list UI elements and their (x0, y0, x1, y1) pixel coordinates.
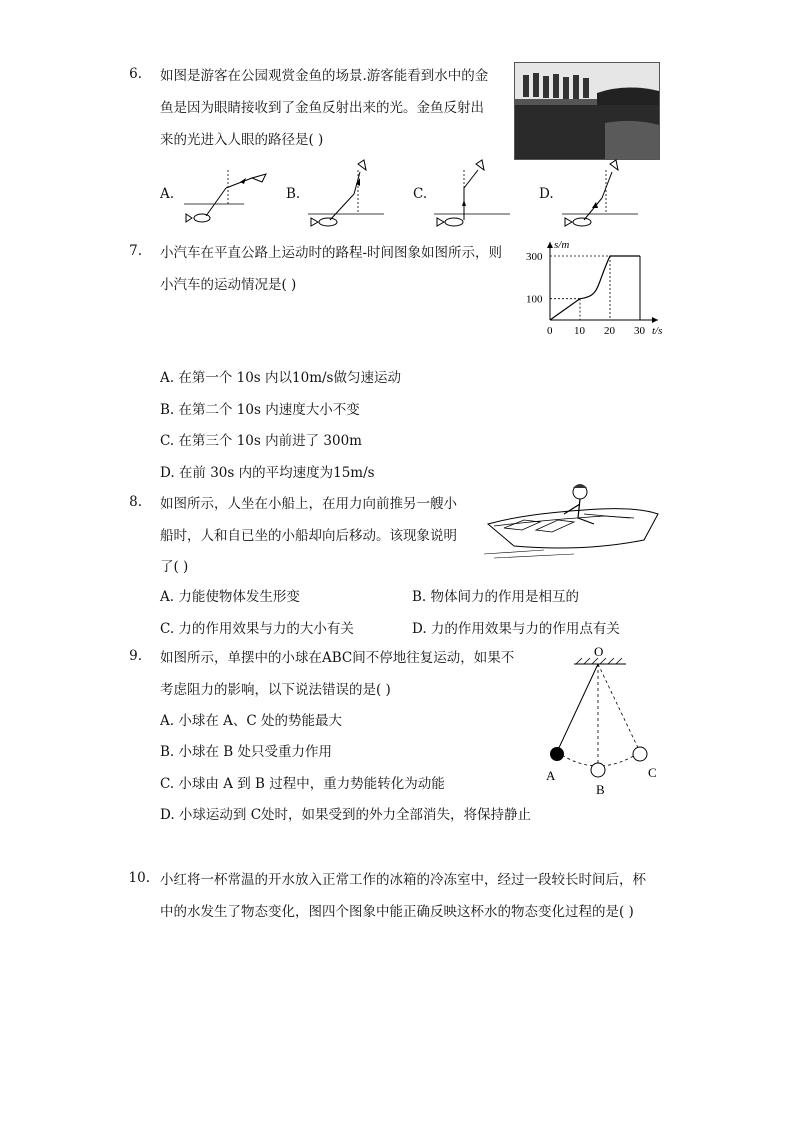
option-b-diagram (308, 158, 398, 230)
x-tick-label: 30 (634, 325, 645, 337)
question-text-line: 小红将一杯常温的开水放入正常工作的冰箱的冷冻室中，经过一段较长时间后，杯 (160, 872, 646, 888)
distance-time-chart (520, 236, 670, 336)
question-text-line: 来的光进入人眼的路径是( ) (160, 132, 324, 148)
y-axis-label: s/m (554, 239, 570, 251)
label-b: B (596, 782, 605, 797)
question-number: 7. (129, 243, 142, 259)
photo-scene (515, 63, 659, 159)
question-text-line: 船时，人和自已坐的小船却向后移动。该现象说明 (160, 528, 457, 544)
x-axis-arrow (652, 317, 658, 323)
option-a: A. 在第一个 10s 内以10m/s做匀速运动 (160, 370, 401, 386)
question-text-line: 如图所示，人坐在小船上，在用力向前推另一艘小 (160, 496, 457, 512)
question-text-line: 了( ) (160, 559, 189, 575)
question-text-line: 考虑阻力的影响，以下说法错误的是( ) (160, 682, 391, 698)
x-tick-label: 10 (574, 325, 585, 337)
label-o: O (594, 644, 604, 659)
option-d: D. 力的作用效果与力的作用点有关 (412, 621, 620, 637)
park-fish-photo (514, 62, 660, 160)
x-tick-label: 0 (547, 325, 553, 337)
option-d-diagram (562, 158, 652, 230)
boat-push-illustration (484, 484, 660, 560)
option-c: C. 在第三个 10s 内前进了 300m (160, 433, 362, 449)
x-axis-label: t/s (652, 325, 663, 337)
option-a-label: A. (160, 186, 175, 202)
option-b: B. 在第二个 10s 内速度大小不变 (160, 402, 360, 418)
option-b: B. 小球在 B 处只受重力作用 (160, 744, 333, 760)
option-b-label: B. (286, 186, 301, 202)
label-c: C (648, 765, 657, 780)
question-text-line: 鱼是因为眼睛接收到了金鱼反射出来的光。金鱼反射出 (160, 100, 484, 116)
question-text-line: 中的水发生了物态变化，图四个图象中能正确反映这杯水的物态变化过程的是( ) (160, 904, 634, 920)
label-a: A (546, 768, 556, 783)
series-line (550, 256, 640, 320)
option-d: D. 在前 30s 内的平均速度为15m/s (160, 465, 375, 481)
y-tick-label: 300 (526, 251, 543, 263)
question-text-line: 小汽车的运动情况是( ) (160, 277, 297, 293)
option-d: D. 小球运动到 C处时，如果受到的外力全部消失，将保持静止 (160, 807, 532, 823)
x-tick-label: 20 (604, 325, 615, 337)
question-number: 10. (128, 870, 150, 886)
question-text-line: 如图是游客在公园观赏金鱼的场景.游客能看到水中的金 (160, 68, 489, 84)
y-axis-arrow (547, 242, 553, 248)
question-number: 9. (129, 648, 142, 664)
question-text-line: 小汽车在平直公路上运动时的路程-时间图象如图所示，则 (160, 245, 503, 261)
option-a: A. 小球在 A、C 处的势能最大 (160, 713, 342, 729)
option-c: C. 力的作用效果与力的大小有关 (160, 621, 354, 637)
option-c-label: C. (413, 186, 428, 202)
question-number: 8. (129, 494, 142, 510)
option-d-label: D. (539, 186, 554, 202)
option-b: B. 物体间力的作用是相互的 (412, 589, 580, 605)
pendulum-diagram (540, 640, 670, 800)
question-text-line: 如图所示，单摆中的小球在ABC间不停地往复运动，如果不 (160, 650, 515, 666)
option-a-diagram (184, 168, 274, 228)
option-c: C. 小球由 A 到 B 过程中，重力势能转化为动能 (160, 776, 445, 792)
option-a: A. 力能使物体发生形变 (160, 589, 300, 605)
option-c-diagram (434, 158, 524, 230)
question-number: 6. (129, 66, 142, 82)
y-tick-label: 100 (526, 293, 543, 306)
